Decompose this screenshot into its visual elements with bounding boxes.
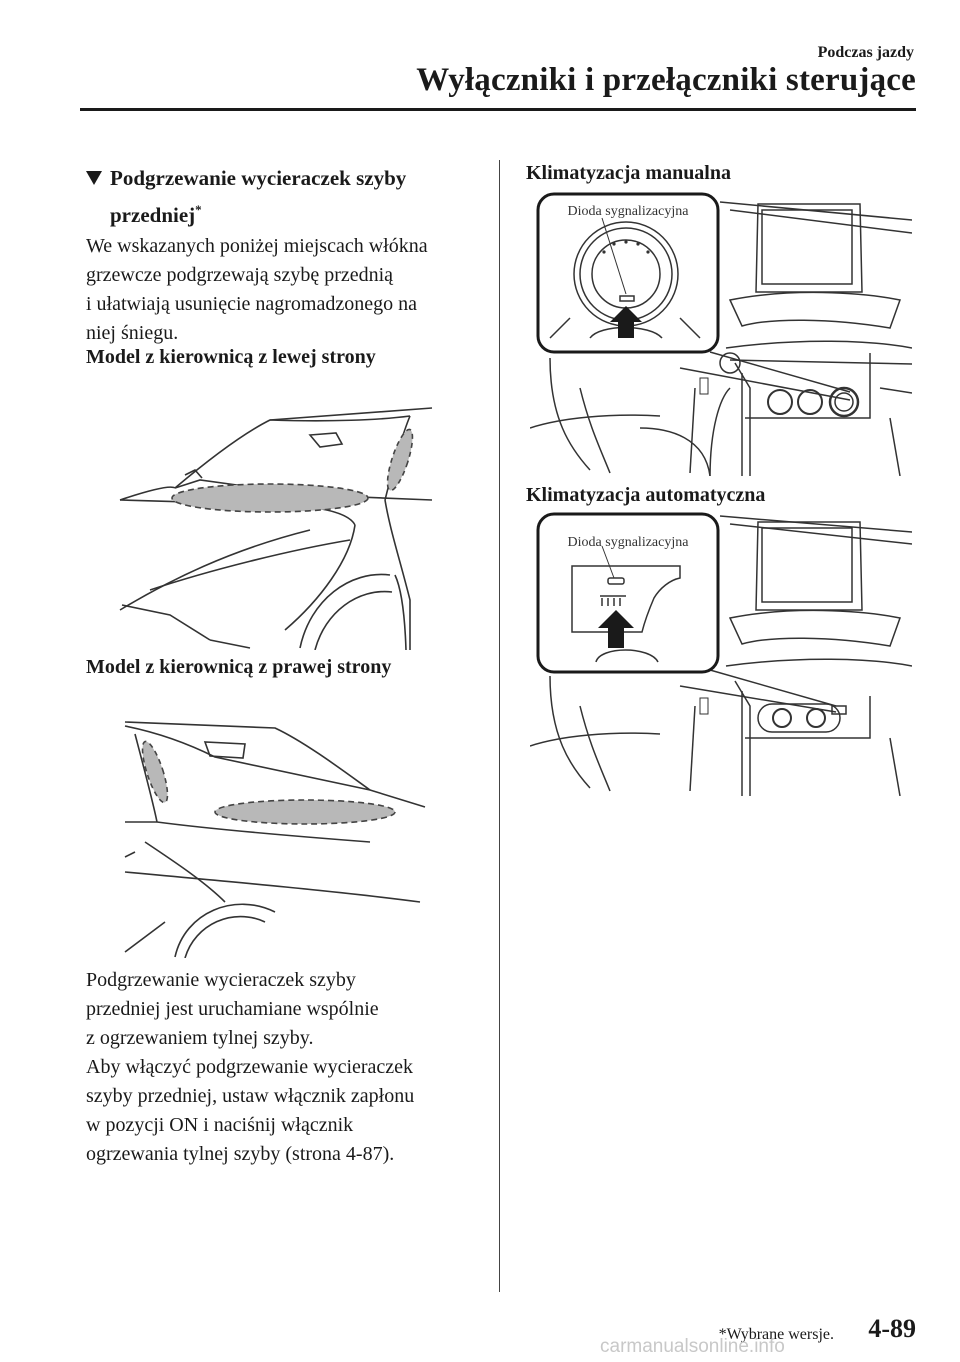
page-number: 4-89 [868, 1314, 916, 1343]
body-line: w pozycji ON i naciśnij włącznik [86, 1114, 354, 1136]
rhd-windshield-illustration [115, 712, 435, 958]
manual-ac-illustration [530, 188, 912, 476]
body-line: Aby włączyć podgrzewanie wycieraczek [86, 1056, 414, 1078]
column-divider [499, 160, 500, 1292]
indicator-label: Dioda sygnalizacyjna [567, 204, 689, 219]
pillar-heated-zone [383, 427, 418, 493]
body-line: ogrzewania tylnej szyby (strona 4-87). [86, 1143, 395, 1165]
intro-line: grzewcze podgrzewają szybę przednią [86, 264, 394, 286]
optional-mark: * [195, 202, 202, 217]
lhd-windshield-illustration [110, 400, 435, 650]
footer-note: *Wybrane wersje. [718, 1326, 834, 1343]
intro-line: i ułatwiają usunięcie nagromadzonego na [86, 293, 417, 315]
intro-line: niej śniegu. [86, 322, 179, 344]
body-line: Podgrzewanie wycieraczek szyby [86, 969, 356, 991]
body-line: szyby przedniej, ustaw włącznik zapłonu [86, 1085, 415, 1107]
heading-line2: przedniej [110, 203, 196, 227]
body-line: przedniej jest uruchamiane wspólnie [86, 998, 379, 1020]
pillar-heated-zone [138, 739, 173, 805]
auto-ac-illustration [530, 506, 912, 796]
watermark: carmanualsonline.info [600, 1336, 785, 1357]
intro-line: We wskazanych poniżej miejscach włókna [86, 235, 428, 257]
header-divider [80, 108, 916, 111]
auto-ac-label: Klimatyzacja automatyczna [526, 484, 766, 506]
body-line: z ogrzewaniem tylnej szyby. [86, 1027, 314, 1049]
section-label: Podczas jazdy [817, 44, 914, 61]
heading-line1: Podgrzewanie wycieraczek szyby [110, 166, 407, 190]
lower-heated-zone [172, 484, 368, 512]
lower-heated-zone [215, 800, 395, 824]
indicator-label: Dioda sygnalizacyjna [567, 535, 689, 550]
lhd-label: Model z kierownicą z lewej strony [86, 346, 376, 368]
triangle-bullet-icon [86, 171, 102, 185]
section-heading [86, 162, 486, 231]
body-paragraph [86, 966, 486, 1169]
intro-paragraph [86, 232, 486, 348]
rhd-label: Model z kierownicą z prawej strony [86, 656, 392, 678]
page-title: Wyłączniki i przełączniki sterujące [416, 62, 916, 98]
manual-ac-label: Klimatyzacja manualna [526, 162, 731, 184]
